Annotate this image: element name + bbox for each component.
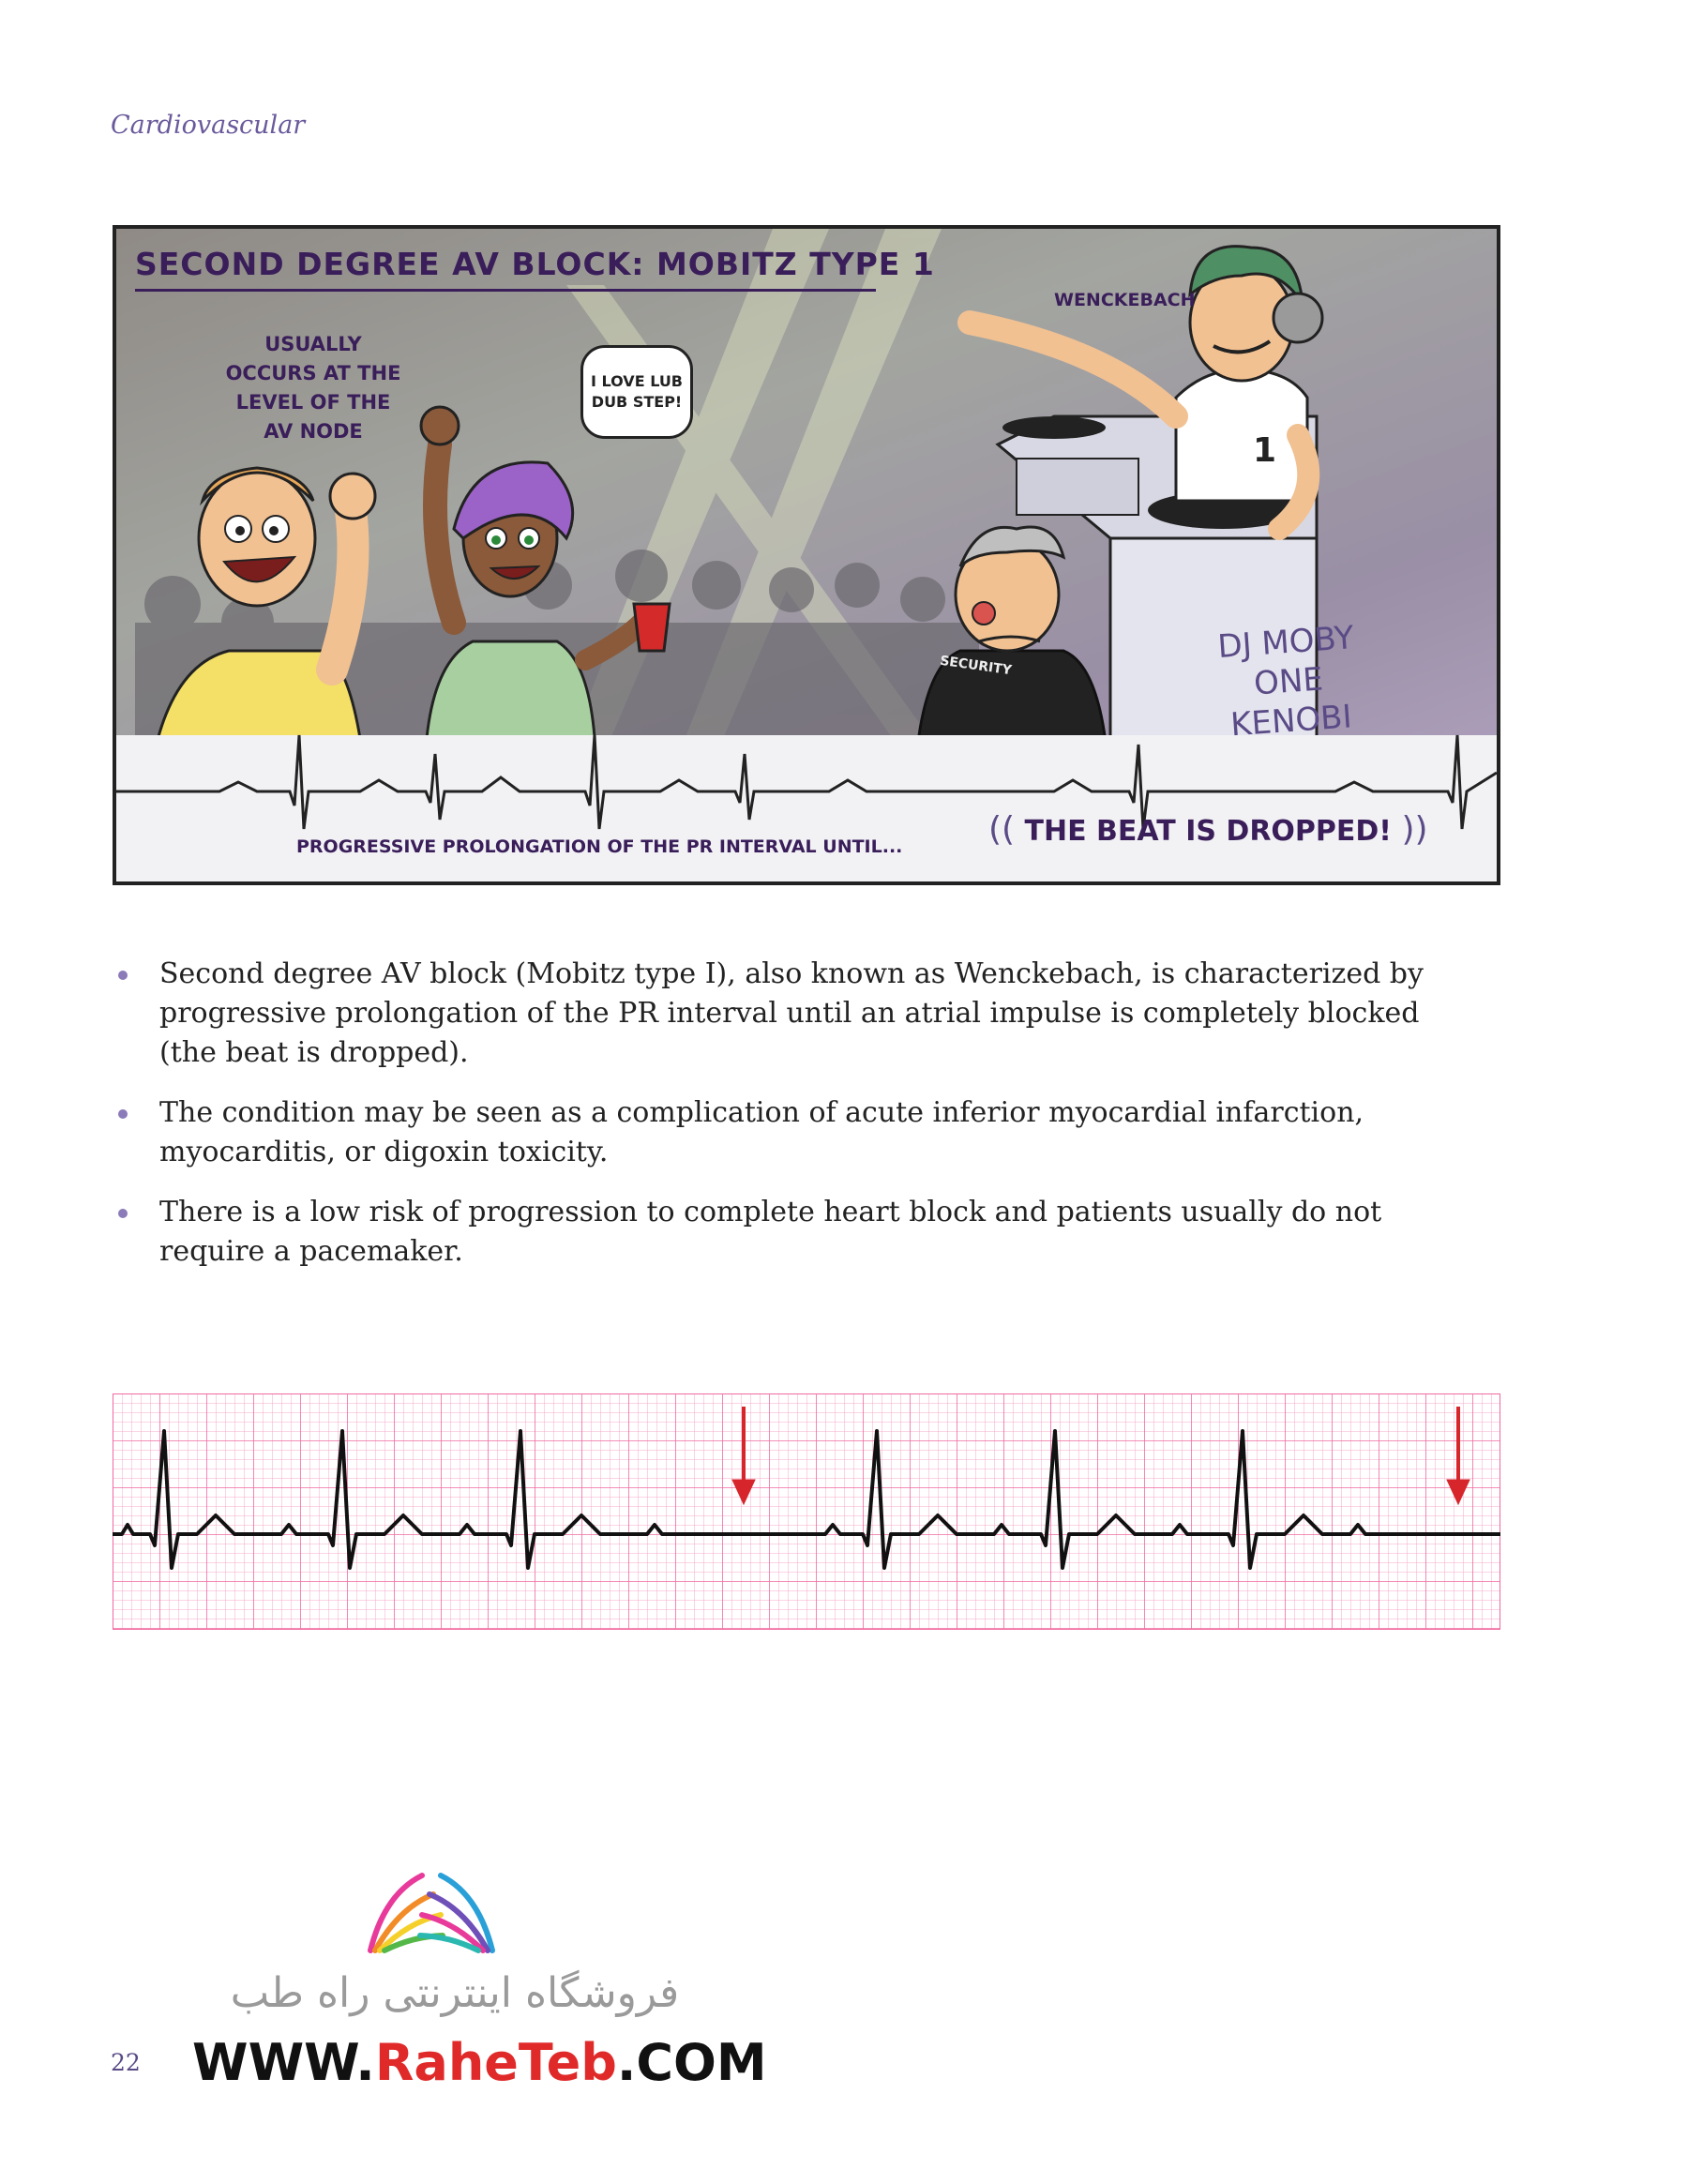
site-suffix: .COM xyxy=(616,2033,767,2092)
bullet-icon xyxy=(118,971,128,980)
list-item xyxy=(113,955,1472,1073)
bullet-list xyxy=(113,955,1472,1292)
list-item-text: There is a low risk of progression to complete heart block and patients usually do not require a pacemaker. xyxy=(159,1196,1382,1268)
site-brand: RaheTeb xyxy=(374,2033,617,2092)
comic-panel xyxy=(113,225,1500,885)
caption-right: (( THE BEAT IS DROPPED! )) xyxy=(988,810,1428,849)
page-number: 22 xyxy=(111,2049,141,2076)
list-item xyxy=(113,1093,1472,1172)
caption-left: PROGRESSIVE PROLONGATION OF THE PR INTERVAL UNTIL... xyxy=(296,836,903,857)
bullet-icon xyxy=(118,1209,128,1218)
site-url[interactable] xyxy=(192,2033,767,2092)
running-head: Cardiovascular xyxy=(111,111,306,140)
list-item xyxy=(113,1193,1472,1272)
ecg-strip xyxy=(113,1393,1500,1630)
ecg-band xyxy=(116,735,1497,881)
character-label: WENCKEBACH xyxy=(1054,290,1196,310)
comic-note: USUALLY OCCURS AT THE LEVEL OF THE AV NODE xyxy=(225,333,401,443)
jersey-number: 1 xyxy=(1253,431,1277,470)
dj-sign: DJ MOBY ONE KENOBI xyxy=(1216,619,1355,745)
security-shirt-text: SECURITY xyxy=(939,653,1013,679)
site-prefix: WWW. xyxy=(192,2033,375,2092)
comic-title: SECOND DEGREE AV BLOCK: MOBITZ TYPE 1 xyxy=(135,246,935,282)
store-name-persian: فروشگاه اینترنتی راه طب xyxy=(230,1969,680,2017)
bullet-icon xyxy=(118,1109,128,1119)
list-item-text: Second degree AV block (Mobitz type I), also known as Wenckebach, is characterized by progressive prolongation of the PR interval until an atrial impulse is completely blocked (the beat is dropped). xyxy=(159,957,1424,1069)
list-item-text: The condition may be seen as a complication of acute inferior myocardial infarction, myocarditis, or digoxin toxicity. xyxy=(159,1096,1364,1168)
comic-illustration xyxy=(116,229,1497,881)
ecg-grid xyxy=(113,1393,1500,1630)
comic-title-underline xyxy=(135,289,876,292)
book-logo xyxy=(188,1857,713,1960)
caption-right-text: THE BEAT IS DROPPED! xyxy=(1024,815,1392,848)
speech-bubble: I LOVE LUB DUB STEP! xyxy=(580,345,693,439)
